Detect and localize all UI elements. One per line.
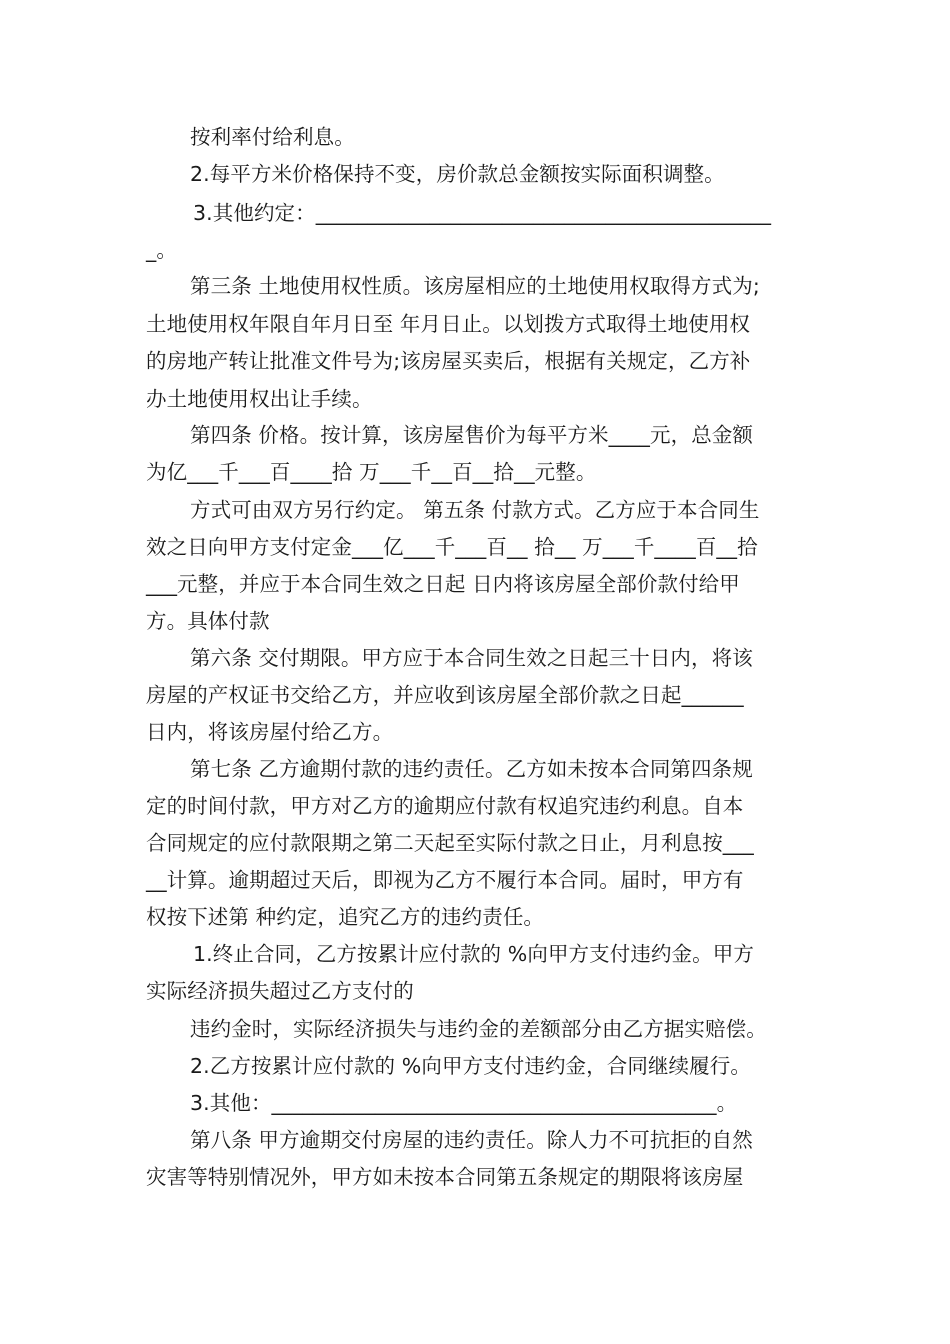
text-line: 3.其他：___________________________________________。: [190, 1091, 738, 1115]
text-line: 按利率付给利息。: [190, 125, 355, 149]
text-line: 日内，将该房屋付给乙方。: [146, 720, 394, 744]
text-line: 灾害等特别情况外，甲方如未按本合同第五条规定的期限将该房屋: [146, 1165, 744, 1189]
text-line: 效之日向甲方支付定金___亿___千___百__ 拾__ 万___千____百__拾: [146, 535, 758, 559]
text-line: 权按下述第 种约定，追究乙方的违约责任。: [146, 905, 545, 929]
text-line: 2.每平方米价格保持不变，房价款总金额按实际面积调整。: [190, 162, 725, 186]
text-line: 实际经济损失超过乙方支付的: [146, 979, 414, 1003]
text-line: 方。具体付款: [146, 609, 270, 633]
text-line: 定的时间付款，甲方对乙方的逾期应付款有权追究违约利息。自本: [146, 794, 744, 818]
text-line: 第八条 甲方逾期交付房屋的违约责任。除人力不可抗拒的自然: [190, 1128, 753, 1152]
text-line: _。: [146, 238, 177, 262]
text-line: ___元整，并应于本合同生效之日起 日内将该房屋全部价款付给甲: [146, 572, 740, 596]
text-line: 第三条 土地使用权性质。该房屋相应的土地使用权取得方式为;: [190, 274, 760, 298]
text-line: 的房地产转让批准文件号为;该房屋买卖后，根据有关规定，乙方补: [146, 349, 751, 373]
text-line: 办土地使用权出让手续。: [146, 387, 373, 411]
text-line: 为亿___千___百____拾 万___千__百__拾__元整。: [146, 460, 597, 484]
text-line: 土地使用权年限自年月日至 年月日止。以划拨方式取得土地使用权: [146, 312, 751, 336]
text-line: __计算。逾期超过天后，即视为乙方不履行本合同。届时，甲方有: [146, 868, 744, 892]
text-line: 第四条 价格。按计算，该房屋售价为每平方米____元，总金额: [190, 423, 754, 447]
text-line: 1.终止合同，乙方按累计应付款的 %向甲方支付违约金。甲方: [193, 942, 754, 966]
text-line: 合同规定的应付款限期之第二天起至实际付款之日止，月利息按___: [146, 831, 754, 855]
text-line: 3.其他约定：____________________________________________: [193, 201, 772, 225]
text-line: 违约金时，实际经济损失与违约金的差额部分由乙方据实赔偿。: [190, 1017, 767, 1041]
text-line: 方式可由双方另行约定。 第五条 付款方式。乙方应于本合同生: [190, 498, 760, 522]
text-line: 第六条 交付期限。甲方应于本合同生效之日起三十日内，将该: [190, 646, 753, 670]
text-line: 第七条 乙方逾期付款的违约责任。乙方如未按本合同第四条规: [190, 757, 753, 781]
text-line: 房屋的产权证书交给乙方，并应收到该房屋全部价款之日起______: [146, 683, 744, 707]
text-line: 2.乙方按累计应付款的 %向甲方支付违约金，合同继续履行。: [190, 1054, 751, 1078]
